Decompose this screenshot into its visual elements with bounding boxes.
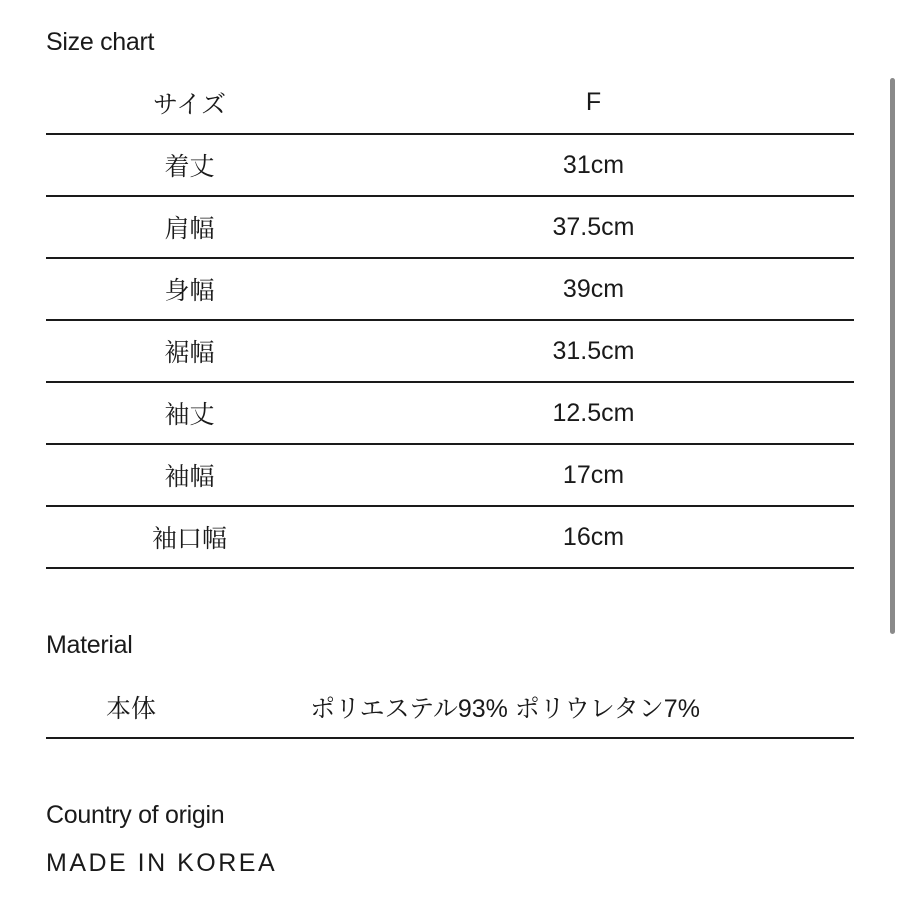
- scrollbar[interactable]: [890, 78, 895, 634]
- measurement-label: 着丈: [46, 134, 333, 196]
- material-table: [46, 677, 854, 739]
- size-chart-title: Size chart: [46, 28, 155, 56]
- material-title: Material: [46, 631, 133, 659]
- table-row: [46, 320, 854, 382]
- table-row: [46, 506, 854, 568]
- measurement-label: 肩幅: [46, 196, 333, 258]
- measurement-value: 39cm: [333, 258, 854, 320]
- measurement-label: 身幅: [46, 258, 333, 320]
- table-row: [46, 382, 854, 444]
- country-of-origin-value: MADE IN KOREA: [46, 849, 278, 877]
- measurement-value: 31cm: [333, 134, 854, 196]
- material-label: 本体: [46, 677, 216, 738]
- size-header-value: F: [333, 72, 854, 134]
- country-of-origin-title: Country of origin: [46, 801, 225, 829]
- measurement-label: 袖口幅: [46, 506, 333, 568]
- table-row: [46, 258, 854, 320]
- measurement-value: 17cm: [333, 444, 854, 506]
- material-value: ポリエステル93% ポリウレタン7%: [216, 677, 854, 738]
- measurement-value: 37.5cm: [333, 196, 854, 258]
- table-row: [46, 677, 854, 738]
- measurement-label: 裾幅: [46, 320, 333, 382]
- table-row: [46, 134, 854, 196]
- table-row: [46, 196, 854, 258]
- measurement-value: 31.5cm: [333, 320, 854, 382]
- size-header-label: サイズ: [46, 72, 333, 134]
- measurement-label: 袖幅: [46, 444, 333, 506]
- measurement-value: 16cm: [333, 506, 854, 568]
- table-row: [46, 444, 854, 506]
- size-chart-table: [46, 72, 854, 569]
- measurement-value: 12.5cm: [333, 382, 854, 444]
- size-chart-header-row: [46, 72, 854, 134]
- measurement-label: 袖丈: [46, 382, 333, 444]
